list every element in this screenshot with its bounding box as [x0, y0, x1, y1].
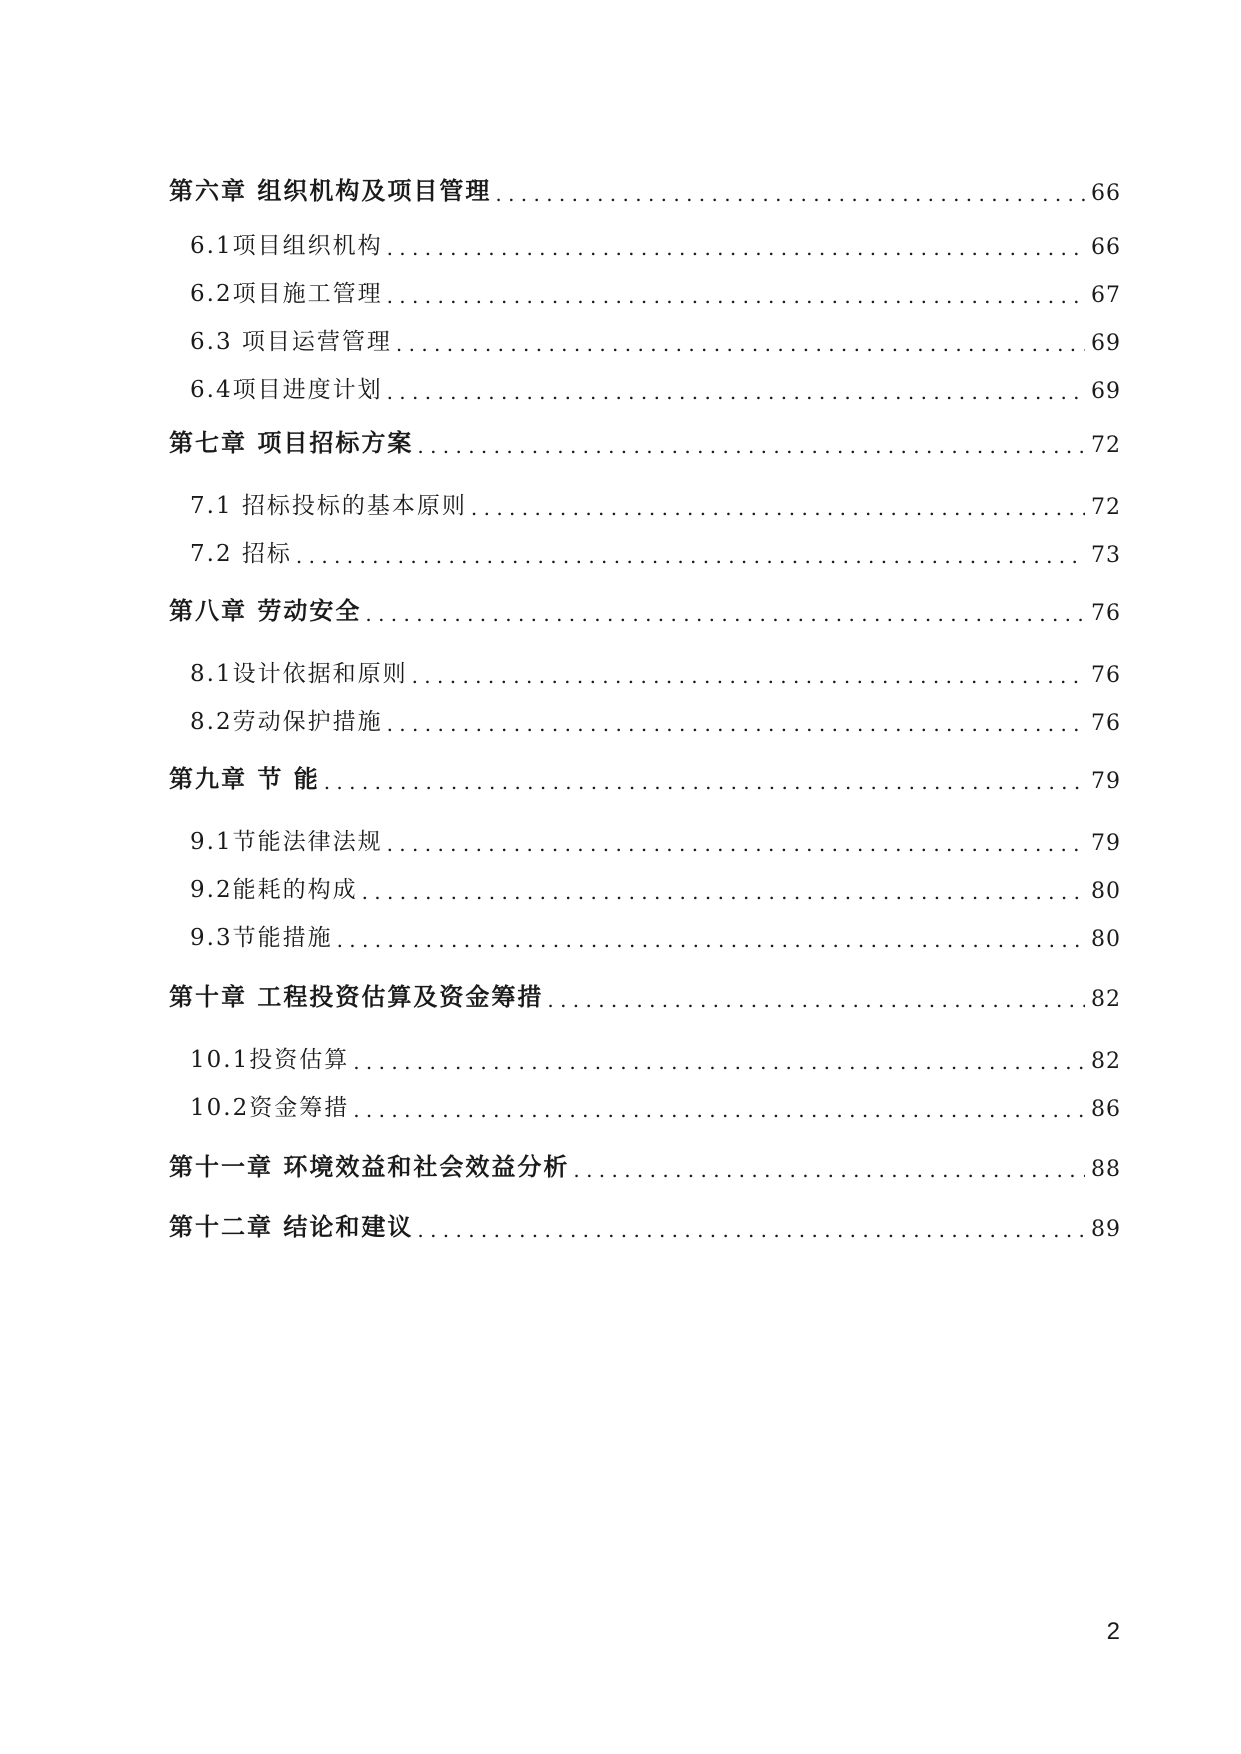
- toc-entry-title: 第六章 组织机构及项目管理: [169, 176, 492, 205]
- toc-entry-page: 72: [1091, 433, 1121, 458]
- toc-chapter-9[interactable]: [169, 760, 1121, 794]
- toc-leader-dots: [417, 1212, 1085, 1242]
- toc-entry-title: 9.2能耗的构成: [190, 877, 358, 903]
- toc-entry-title: 8.1设计依据和原则: [190, 661, 408, 687]
- toc-leader-dots: [547, 982, 1085, 1012]
- toc-leader-dots: [495, 176, 1085, 206]
- toc-section-9-1[interactable]: [190, 822, 1121, 856]
- toc-entry-page: 76: [1091, 663, 1121, 688]
- toc-section-6-3[interactable]: [190, 322, 1121, 356]
- toc-entry-title: 第八章 劳动安全: [169, 596, 362, 625]
- toc-entry-title: 6.2项目施工管理: [190, 281, 383, 307]
- toc-entry-page: 66: [1091, 235, 1121, 260]
- toc-leader-dots: [353, 1092, 1085, 1122]
- toc-entry-title: 6.1项目组织机构: [190, 233, 383, 259]
- toc-entry-page: 76: [1091, 711, 1121, 736]
- toc-leader-dots: [387, 374, 1085, 404]
- toc-entry-page: 72: [1091, 495, 1121, 520]
- toc-chapter-11[interactable]: [169, 1148, 1121, 1182]
- toc-leader-dots: [365, 596, 1085, 626]
- toc-entry-title: 第十二章 结论和建议: [169, 1212, 414, 1241]
- toc-section-9-2[interactable]: [190, 870, 1121, 904]
- toc-entry-page: 69: [1091, 331, 1121, 356]
- toc-leader-dots: [387, 278, 1085, 308]
- toc-leader-dots: [296, 538, 1085, 568]
- toc-leader-dots: [412, 658, 1085, 688]
- toc-chapter-6[interactable]: [169, 172, 1121, 206]
- page-number: 2: [1106, 1618, 1120, 1645]
- toc-entry-title: 7.1 招标投标的基本原则: [190, 493, 467, 519]
- toc-entry-page: 76: [1091, 601, 1121, 626]
- toc-section-10-1[interactable]: [190, 1040, 1121, 1074]
- toc-leader-dots: [362, 874, 1085, 904]
- toc-entry-title: 第九章 节 能: [169, 764, 320, 793]
- toc-entry-title: 6.3 项目运营管理: [190, 329, 392, 355]
- toc-entry-page: 89: [1091, 1217, 1121, 1242]
- toc-leader-dots: [471, 490, 1085, 520]
- toc-entry-title: 第十一章 环境效益和社会效益分析: [169, 1152, 570, 1181]
- toc-leader-dots: [337, 922, 1085, 952]
- toc-entry-page: 79: [1091, 831, 1121, 856]
- toc-section-10-2[interactable]: [190, 1088, 1121, 1122]
- toc-entry-page: 69: [1091, 379, 1121, 404]
- toc-chapter-7[interactable]: [169, 424, 1121, 458]
- toc-section-6-1[interactable]: [190, 226, 1121, 260]
- toc-entry-page: 66: [1091, 181, 1121, 206]
- toc-leader-dots: [387, 706, 1085, 736]
- toc-leader-dots: [387, 230, 1085, 260]
- toc-section-7-2[interactable]: [190, 534, 1121, 568]
- toc-chapter-10[interactable]: [169, 978, 1121, 1012]
- toc-entry-title: 第十章 工程投资估算及资金筹措: [169, 982, 544, 1011]
- toc-entry-page: 67: [1091, 283, 1121, 308]
- toc-entry-title: 9.1节能法律法规: [190, 829, 383, 855]
- toc-section-9-3[interactable]: [190, 918, 1121, 952]
- toc-entry-title: 7.2 招标: [190, 541, 292, 567]
- toc-section-8-1[interactable]: [190, 654, 1121, 688]
- toc-entry-page: 79: [1091, 769, 1121, 794]
- toc-entry-title: 9.3节能措施: [190, 925, 333, 951]
- toc-section-6-4[interactable]: [190, 370, 1121, 404]
- toc-leader-dots: [387, 826, 1085, 856]
- toc-chapter-12[interactable]: [169, 1208, 1121, 1242]
- toc-section-8-2[interactable]: [190, 702, 1121, 736]
- toc-entry-title: 8.2劳动保护措施: [190, 709, 383, 735]
- toc-entry-title: 第七章 项目招标方案: [169, 428, 414, 457]
- toc-section-6-2[interactable]: [190, 274, 1121, 308]
- toc-chapter-8[interactable]: [169, 592, 1121, 626]
- toc-entry-page: 80: [1091, 927, 1121, 952]
- toc-entry-page: 86: [1091, 1097, 1121, 1122]
- toc-entry-page: 82: [1091, 1049, 1121, 1074]
- toc-entry-title: 10.2资金筹措: [190, 1095, 350, 1121]
- toc-leader-dots: [573, 1152, 1085, 1182]
- toc-entry-page: 73: [1091, 543, 1121, 568]
- toc-leader-dots: [353, 1044, 1085, 1074]
- toc-section-7-1[interactable]: [190, 486, 1121, 520]
- toc-entry-title: 6.4项目进度计划: [190, 377, 383, 403]
- toc-leader-dots: [396, 326, 1085, 356]
- toc-entry-page: 88: [1091, 1157, 1121, 1182]
- toc-entry-page: 82: [1091, 987, 1121, 1012]
- toc-entry-page: 80: [1091, 879, 1121, 904]
- toc-entry-title: 10.1投资估算: [190, 1047, 350, 1073]
- toc-leader-dots: [324, 764, 1085, 794]
- toc-leader-dots: [417, 428, 1085, 458]
